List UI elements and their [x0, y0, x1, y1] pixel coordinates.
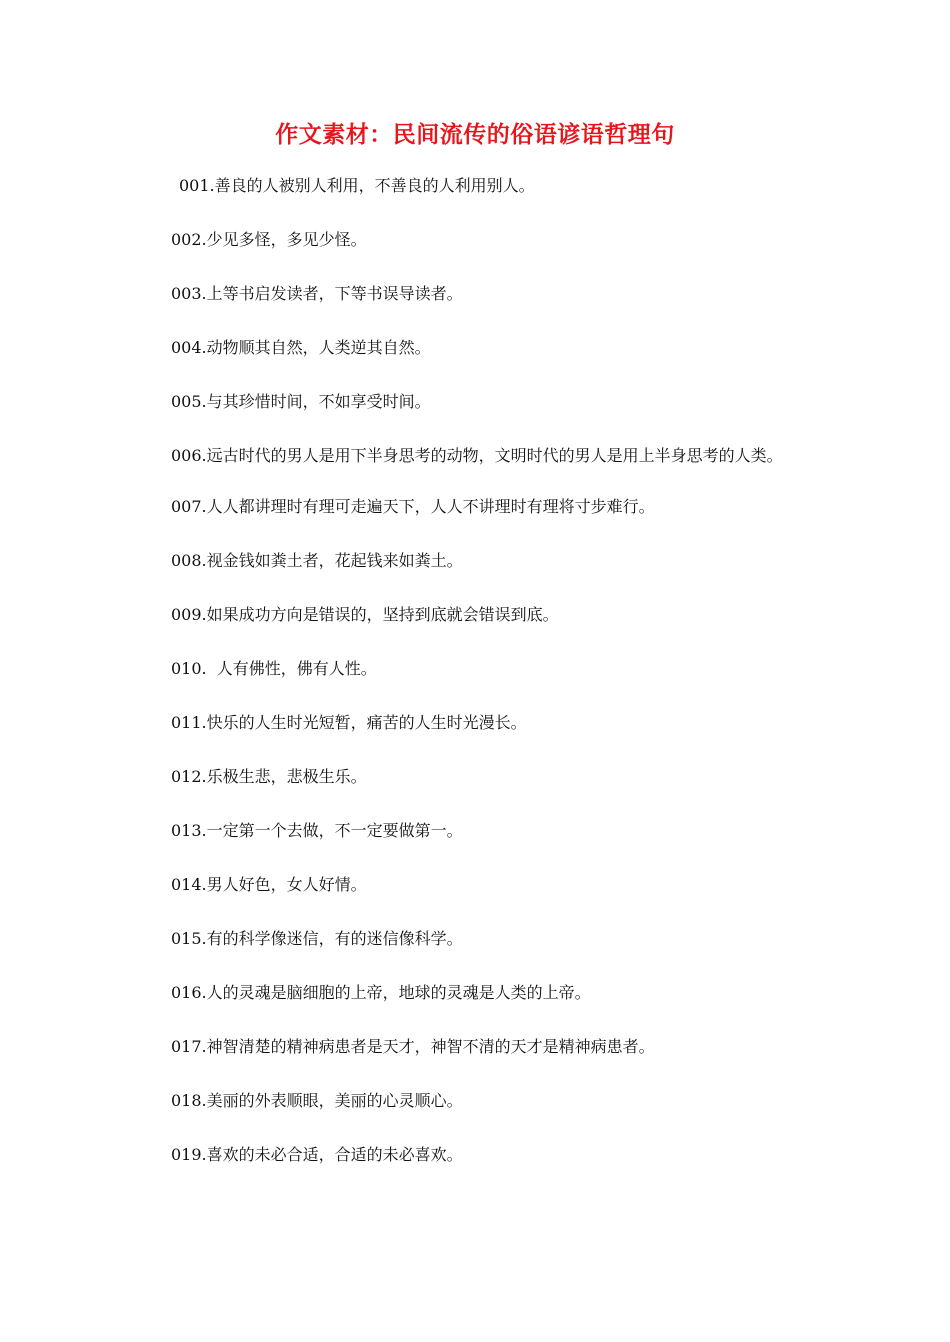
list-item: 013.一定第一个去做，不一定要做第一。	[171, 821, 463, 840]
list-item: 004.动物顺其自然，人类逆其自然。	[171, 338, 431, 357]
proverb-list	[108, 172, 848, 1195]
list-item: 011.快乐的人生时光短暂，痛苦的人生时光漫长。	[171, 713, 527, 732]
list-item: 007.人人都讲理时有理可走遍天下，人人不讲理时有理将寸步难行。	[171, 497, 655, 516]
list-item: 016.人的灵魂是脑细胞的上帝，地球的灵魂是人类的上帝。	[171, 983, 591, 1002]
list-item: 010. 人有佛性，佛有人性。	[171, 659, 377, 678]
list-item: 015.有的科学像迷信，有的迷信像科学。	[171, 929, 463, 948]
list-item: 017.神智清楚的精神病患者是天才，神智不清的天才是精神病患者。	[171, 1037, 655, 1056]
list-item: 012.乐极生悲，悲极生乐。	[171, 767, 367, 786]
list-item: 002.少见多怪，多见少怪。	[171, 230, 367, 249]
list-item: 005.与其珍惜时间，不如享受时间。	[171, 392, 431, 411]
list-item: 009.如果成功方向是错误的，坚持到底就会错误到底。	[171, 605, 559, 624]
list-item: 001.善良的人被别人利用，不善良的人利用别人。	[179, 176, 535, 195]
document-title: 作文素材：民间流传的俗语谚语哲理句	[275, 122, 675, 148]
list-item: 003.上等书启发读者，下等书误导读者。	[171, 284, 463, 303]
list-item: 008.视金钱如粪土者，花起钱来如粪土。	[171, 551, 463, 570]
list-item: 014.男人好色，女人好情。	[171, 875, 367, 894]
list-item: 018.美丽的外表顺眼，美丽的心灵顺心。	[171, 1091, 463, 1110]
list-item: 006.远古时代的男人是用下半身思考的动物，文明时代的男人是用上半身思考的人类。	[171, 446, 783, 465]
list-item: 019.喜欢的未必合适，合适的未必喜欢。	[171, 1145, 463, 1164]
